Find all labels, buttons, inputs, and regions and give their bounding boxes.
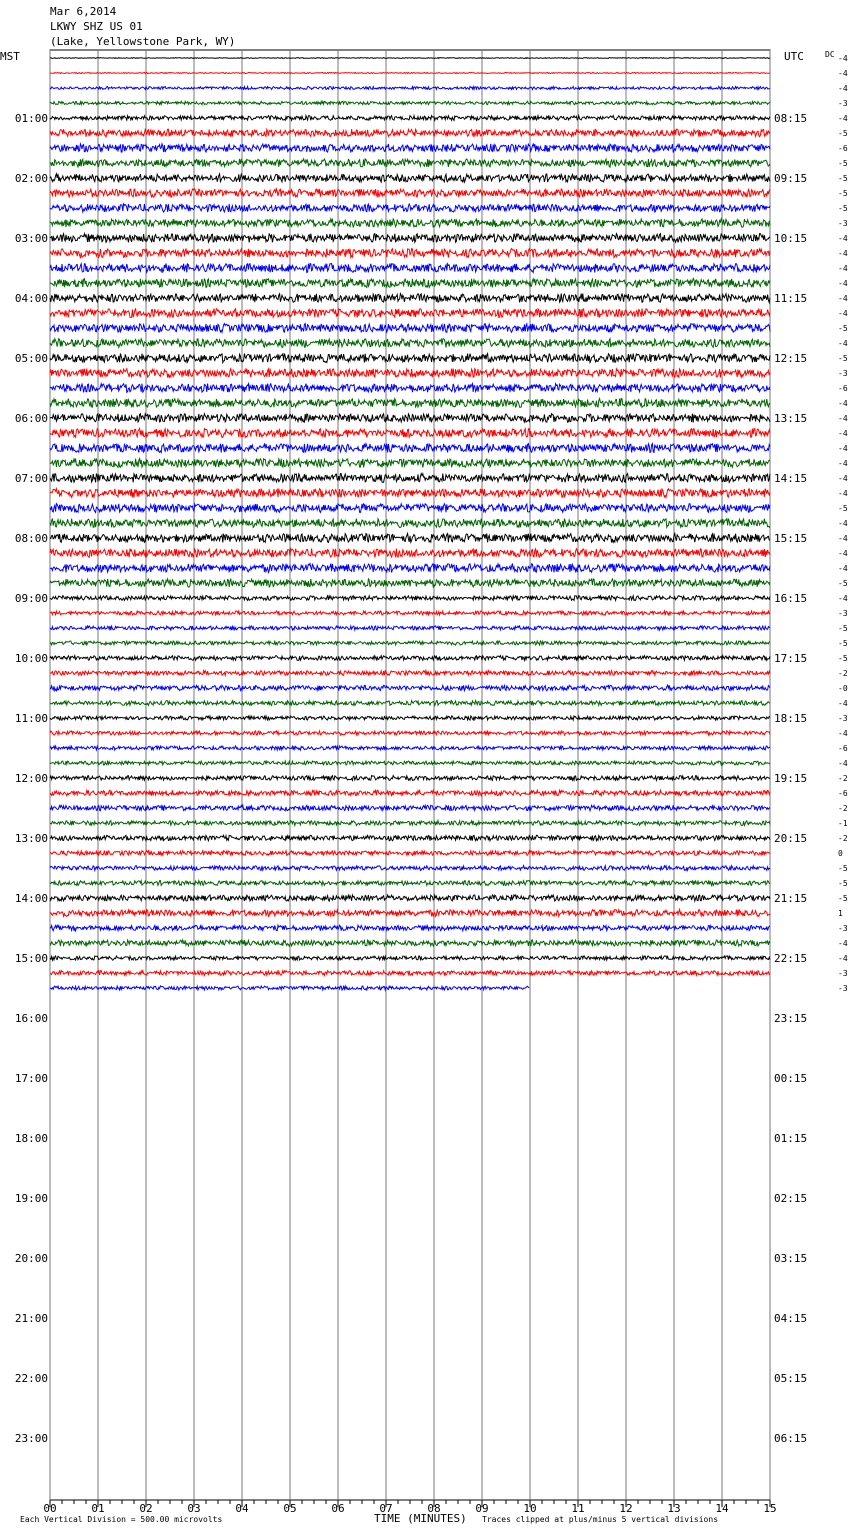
- seismic-trace: [50, 671, 770, 676]
- seismic-trace: [50, 761, 770, 765]
- utc-hour-label: 22:15: [774, 952, 808, 965]
- mst-hour-label: 10:00: [14, 652, 48, 665]
- x-tick-label: 11: [571, 1502, 585, 1515]
- seismic-trace: [50, 219, 770, 227]
- seismic-trace: [50, 399, 770, 408]
- seismic-trace: [50, 731, 770, 735]
- dc-offset-label: -3: [838, 369, 848, 378]
- mst-hour-label: 23:00: [14, 1432, 48, 1445]
- mst-hour-label: 03:00: [14, 232, 48, 245]
- x-tick-label: 07: [379, 1502, 393, 1515]
- dc-offset-label: -4: [838, 279, 848, 288]
- seismic-trace: [50, 805, 770, 811]
- x-tick-label: 13: [667, 1502, 681, 1515]
- dc-offset-label: -4: [838, 459, 848, 468]
- seismic-trace: [50, 429, 770, 438]
- dc-offset-label: -4: [838, 594, 848, 603]
- utc-hour-label: 09:15: [774, 172, 808, 185]
- x-tick-label: 15: [763, 1502, 777, 1515]
- dc-offset-label: -6: [838, 384, 848, 393]
- dc-offset-label: -4: [838, 699, 848, 708]
- seismic-trace: [50, 87, 770, 90]
- dc-offset-label: -4: [838, 294, 848, 303]
- seismic-trace: [50, 895, 770, 901]
- dc-offset-label: -4: [838, 264, 848, 273]
- dc-offset-label: -4: [838, 729, 848, 738]
- right-axis-label: UTC: [784, 50, 804, 63]
- dc-offset-label: -5: [838, 504, 848, 513]
- x-axis-title: TIME (MINUTES): [374, 1512, 467, 1525]
- seismic-trace: [50, 746, 770, 750]
- seismic-trace: [50, 881, 770, 886]
- x-tick-label: 08: [427, 1502, 441, 1515]
- seismic-trace: [50, 309, 770, 318]
- dc-offset-label: -4: [838, 399, 848, 408]
- utc-hour-label: 19:15: [774, 772, 808, 785]
- mst-hour-label: 02:00: [14, 172, 48, 185]
- dc-offset-label: -1: [838, 819, 848, 828]
- dc-offset-label: -5: [838, 324, 848, 333]
- mst-hour-label: 16:00: [14, 1012, 48, 1025]
- dc-offset-label: -4: [838, 534, 848, 543]
- seismic-trace: [50, 249, 770, 258]
- dc-offset-label: -6: [838, 744, 848, 753]
- seismic-trace: [50, 611, 770, 615]
- utc-hour-label: 03:15: [774, 1252, 808, 1265]
- dc-offset-label: -4: [838, 414, 848, 423]
- dc-offset-label: -4: [838, 489, 848, 498]
- seismic-trace: [50, 144, 770, 152]
- seismic-trace: [50, 701, 770, 706]
- seismic-trace: [50, 354, 770, 363]
- dc-offset-label: -4: [838, 549, 848, 558]
- utc-hour-label: 23:15: [774, 1012, 808, 1025]
- seismic-trace: [50, 564, 770, 573]
- utc-hour-label: 00:15: [774, 1072, 808, 1085]
- mst-hour-label: 11:00: [14, 712, 48, 725]
- dc-offset-label: -2: [838, 834, 848, 843]
- mst-hour-label: 04:00: [14, 292, 48, 305]
- mst-hour-label: 07:00: [14, 472, 48, 485]
- dc-offset-label: -3: [838, 714, 848, 723]
- seismic-trace: [50, 116, 770, 121]
- dc-offset-label: -4: [838, 474, 848, 483]
- dc-offset-label: -5: [838, 579, 848, 588]
- dc-offset-label: -5: [838, 189, 848, 198]
- seismic-trace: [50, 776, 770, 781]
- seismic-trace: [50, 384, 770, 393]
- seismic-trace: [50, 641, 770, 645]
- dc-label: DC: [825, 50, 835, 59]
- dc-offset-label: -4: [838, 54, 848, 63]
- seismic-trace: [50, 369, 770, 378]
- left-axis-label: MST: [0, 50, 20, 63]
- seismic-trace: [50, 656, 770, 661]
- seismic-trace: [50, 534, 770, 543]
- seismic-trace: [50, 925, 770, 931]
- dc-offset-label: -3: [838, 969, 848, 978]
- dc-offset-label: -4: [838, 309, 848, 318]
- seismic-trace: [50, 549, 770, 558]
- dc-offset-label: -3: [838, 99, 848, 108]
- dc-offset-label: 1: [838, 909, 843, 918]
- seismic-trace: [50, 189, 770, 197]
- dc-offset-label: -5: [838, 879, 848, 888]
- x-tick-label: 00: [43, 1502, 57, 1515]
- dc-offset-label: -5: [838, 624, 848, 633]
- x-tick-label: 05: [283, 1502, 297, 1515]
- utc-hour-label: 05:15: [774, 1372, 808, 1385]
- x-tick-label: 10: [523, 1502, 537, 1515]
- seismic-trace: [50, 58, 770, 59]
- mst-hour-label: 17:00: [14, 1072, 48, 1085]
- seismic-trace: [50, 821, 770, 826]
- dc-offset-label: -4: [838, 519, 848, 528]
- seismic-trace: [50, 204, 770, 212]
- utc-hour-label: 17:15: [774, 652, 808, 665]
- chart-date: Mar 6,2014: [50, 5, 117, 18]
- utc-hour-label: 06:15: [774, 1432, 808, 1445]
- seismic-trace: [50, 324, 770, 333]
- mst-hour-label: 22:00: [14, 1372, 48, 1385]
- seismic-trace: [50, 294, 770, 303]
- dc-offset-label: -6: [838, 789, 848, 798]
- dc-offset-label: -2: [838, 774, 848, 783]
- dc-offset-label: -3: [838, 219, 848, 228]
- dc-offset-label: -2: [838, 804, 848, 813]
- mst-hour-label: 15:00: [14, 952, 48, 965]
- seismic-trace: [50, 159, 770, 167]
- x-tick-label: 01: [91, 1502, 105, 1515]
- utc-hour-label: 21:15: [774, 892, 808, 905]
- seismic-trace: [50, 444, 770, 453]
- seismic-trace: [50, 414, 770, 423]
- x-tick-label: 03: [187, 1502, 201, 1515]
- dc-offset-label: -5: [838, 159, 848, 168]
- utc-hour-label: 02:15: [774, 1192, 808, 1205]
- trace-group: [50, 58, 770, 991]
- dc-offset-label: -3: [838, 984, 848, 993]
- utc-hour-label: 11:15: [774, 292, 808, 305]
- dc-offset-label: -5: [838, 654, 848, 663]
- dc-offset-label: -4: [838, 444, 848, 453]
- dc-offset-label: -4: [838, 114, 848, 123]
- dc-offset-label: -4: [838, 249, 848, 258]
- mst-hour-label: 13:00: [14, 832, 48, 845]
- seismic-trace: [50, 910, 770, 917]
- x-tick-label: 14: [715, 1502, 729, 1515]
- utc-hour-label: 14:15: [774, 472, 808, 485]
- utc-hour-label: 18:15: [774, 712, 808, 725]
- dc-offset-label: -4: [838, 84, 848, 93]
- mst-hour-label: 18:00: [14, 1132, 48, 1145]
- mst-hour-label: 06:00: [14, 412, 48, 425]
- utc-hour-label: 01:15: [774, 1132, 808, 1145]
- station-code: LKWY SHZ US 01: [50, 20, 143, 33]
- dc-offset-label: -4: [838, 339, 848, 348]
- seismic-trace: [50, 851, 770, 856]
- seismic-trace: [50, 940, 770, 946]
- seismic-trace: [50, 596, 770, 601]
- seismic-trace: [50, 519, 770, 528]
- mst-hour-label: 19:00: [14, 1192, 48, 1205]
- seismic-trace: [50, 971, 770, 976]
- utc-hour-label: 12:15: [774, 352, 808, 365]
- dc-offset-label: -5: [838, 129, 848, 138]
- mst-hour-label: 14:00: [14, 892, 48, 905]
- seismic-trace: [50, 174, 770, 182]
- x-tick-label: 02: [139, 1502, 153, 1515]
- dc-offset-label: -5: [838, 639, 848, 648]
- mst-hour-label: 20:00: [14, 1252, 48, 1265]
- dc-offset-label: -5: [838, 894, 848, 903]
- seismic-trace: [50, 685, 770, 691]
- footer-scale-note: Each Vertical Division = 500.00 microvolts: [20, 1515, 223, 1524]
- dc-offset-label: -4: [838, 69, 848, 78]
- utc-hour-label: 08:15: [774, 112, 808, 125]
- dc-offset-label: -5: [838, 174, 848, 183]
- seismic-trace: [50, 129, 770, 137]
- dc-offset-label: -4: [838, 954, 848, 963]
- x-tick-label: 09: [475, 1502, 489, 1515]
- seismic-trace: [50, 101, 770, 104]
- utc-hour-label: 16:15: [774, 592, 808, 605]
- seismic-trace: [50, 339, 770, 348]
- x-tick-label: 06: [331, 1502, 345, 1515]
- seismic-trace: [50, 866, 770, 871]
- utc-hour-label: 10:15: [774, 232, 808, 245]
- mst-hour-label: 08:00: [14, 532, 48, 545]
- dc-offset-label: -0: [838, 684, 848, 693]
- mst-hour-label: 09:00: [14, 592, 48, 605]
- dc-offset-label: -4: [838, 429, 848, 438]
- utc-hour-label: 13:15: [774, 412, 808, 425]
- x-tick-label: 12: [619, 1502, 633, 1515]
- dc-offset-label: -3: [838, 924, 848, 933]
- seismic-trace: [50, 835, 770, 840]
- mst-hour-label: 21:00: [14, 1312, 48, 1325]
- mst-hour-label: 05:00: [14, 352, 48, 365]
- dc-offset-label: -4: [838, 939, 848, 948]
- seismic-trace: [50, 504, 770, 513]
- dc-offset-label: -5: [838, 204, 848, 213]
- seismic-trace: [50, 790, 770, 796]
- footer-clip-note: Traces clipped at plus/minus 5 vertical divisions: [482, 1515, 719, 1524]
- dc-offset-label: -4: [838, 759, 848, 768]
- seismic-trace: [50, 264, 770, 273]
- dc-offset-label: -5: [838, 864, 848, 873]
- dc-offset-label: -5: [838, 354, 848, 363]
- x-tick-label: 04: [235, 1502, 249, 1515]
- seismic-trace: [50, 474, 770, 483]
- seismic-trace: [50, 579, 770, 587]
- seismic-trace: [50, 716, 770, 720]
- dc-offset-label: -4: [838, 234, 848, 243]
- dc-offset-label: 0: [838, 849, 843, 858]
- seismic-trace: [50, 626, 770, 630]
- utc-hour-label: 15:15: [774, 532, 808, 545]
- seismic-trace: [50, 459, 770, 468]
- dc-offset-label: -3: [838, 609, 848, 618]
- station-location: (Lake, Yellowstone Park, WY): [50, 35, 236, 48]
- seismic-trace: [50, 956, 770, 960]
- utc-hour-label: 20:15: [774, 832, 808, 845]
- dc-offset-label: -4: [838, 564, 848, 573]
- seismic-trace: [50, 72, 770, 73]
- mst-hour-label: 12:00: [14, 772, 48, 785]
- seismic-trace: [50, 234, 770, 243]
- dc-offset-label: -6: [838, 144, 848, 153]
- dc-offset-label: -2: [838, 669, 848, 678]
- seismic-trace: [50, 489, 770, 498]
- seismic-trace: [50, 279, 770, 288]
- mst-hour-label: 01:00: [14, 112, 48, 125]
- utc-hour-label: 04:15: [774, 1312, 808, 1325]
